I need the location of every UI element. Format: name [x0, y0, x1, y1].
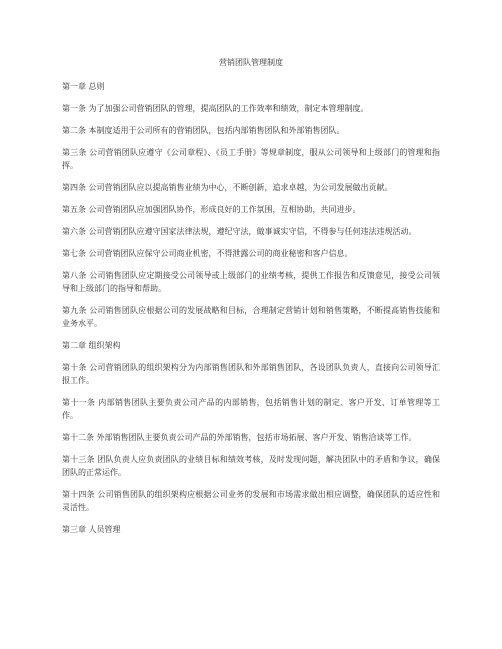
article-paragraph: 第十四条 公司销售团队的组织架构应根据公司业务的发展和市场需求做出相应调整，确保团队的适应性和灵活性。 [62, 490, 440, 512]
article-paragraph: 第十二条 外部销售团队主要负责公司产品的外部销售，包括市场拓展、客户开发、销售洽谈等工作。 [62, 433, 417, 442]
document-title: 营销团队管理制度 [219, 58, 283, 67]
article-paragraph: 第十一条 内部销售团队主要负责公司产品的内部销售，包括销售计划的制定、客户开发、订单管理等工作。 [62, 398, 440, 420]
article-paragraph: 第九条 公司销售团队应根据公司的发展战略和目标，合理制定营销计划和销售策略，不断提高销售技能和业务水平。 [62, 306, 440, 328]
article-paragraph: 第四条 公司营销团队应以提高销售业绩为中心，不断创新，追求卓越，为公司发展做出贡献。 [62, 183, 393, 192]
article-paragraph: 第三条 公司营销团队应遵守《公司章程》、《员工手册》等规章制度，服从公司领导和上级部门的管理和指挥。 [62, 148, 440, 170]
article-paragraph: 第十三条 团队负责人应负责团队的业绩目标和绩效考核，及时发现问题，解决团队中的矛盾和争议，确保团队的正常运作。 [62, 455, 440, 477]
chapter-heading: 第一章 总则 [62, 82, 105, 91]
article-paragraph: 第七条 公司营销团队应保守公司商业机密，不得泄露公司的商业秘密和客户信息。 [62, 249, 353, 258]
article-paragraph: 第六条 公司营销团队应遵守国家法律法规，遵纪守法，做事诚实守信，不得参与任何违法违规活动。 [62, 227, 417, 236]
chapter-heading: 第二章 组织架构 [62, 341, 121, 350]
chapter-heading: 第三章 人员管理 [62, 525, 121, 534]
article-paragraph: 第十条 公司营销团队的组织架构分为内部销售团队和外部销售团队，各设团队负责人，直接向公司领导汇报工作。 [62, 363, 440, 385]
article-paragraph: 第五条 公司营销团队应加强团队协作，形成良好的工作氛围，互相协助，共同进步。 [62, 205, 361, 214]
article-paragraph: 第二条 本制度适用于公司所有的营销团队，包括内部销售团队和外部销售团队。 [62, 126, 345, 135]
article-paragraph: 第八条 公司销售团队应定期接受公司领导或上级部门的业绩考核，提供工作报告和反馈意见，接受公司领导和上级部门的指导和帮助。 [62, 271, 440, 293]
article-paragraph: 第一条 为了加强公司营销团队的管理，提高团队的工作效率和绩效，制定本管理制度。 [62, 104, 369, 113]
